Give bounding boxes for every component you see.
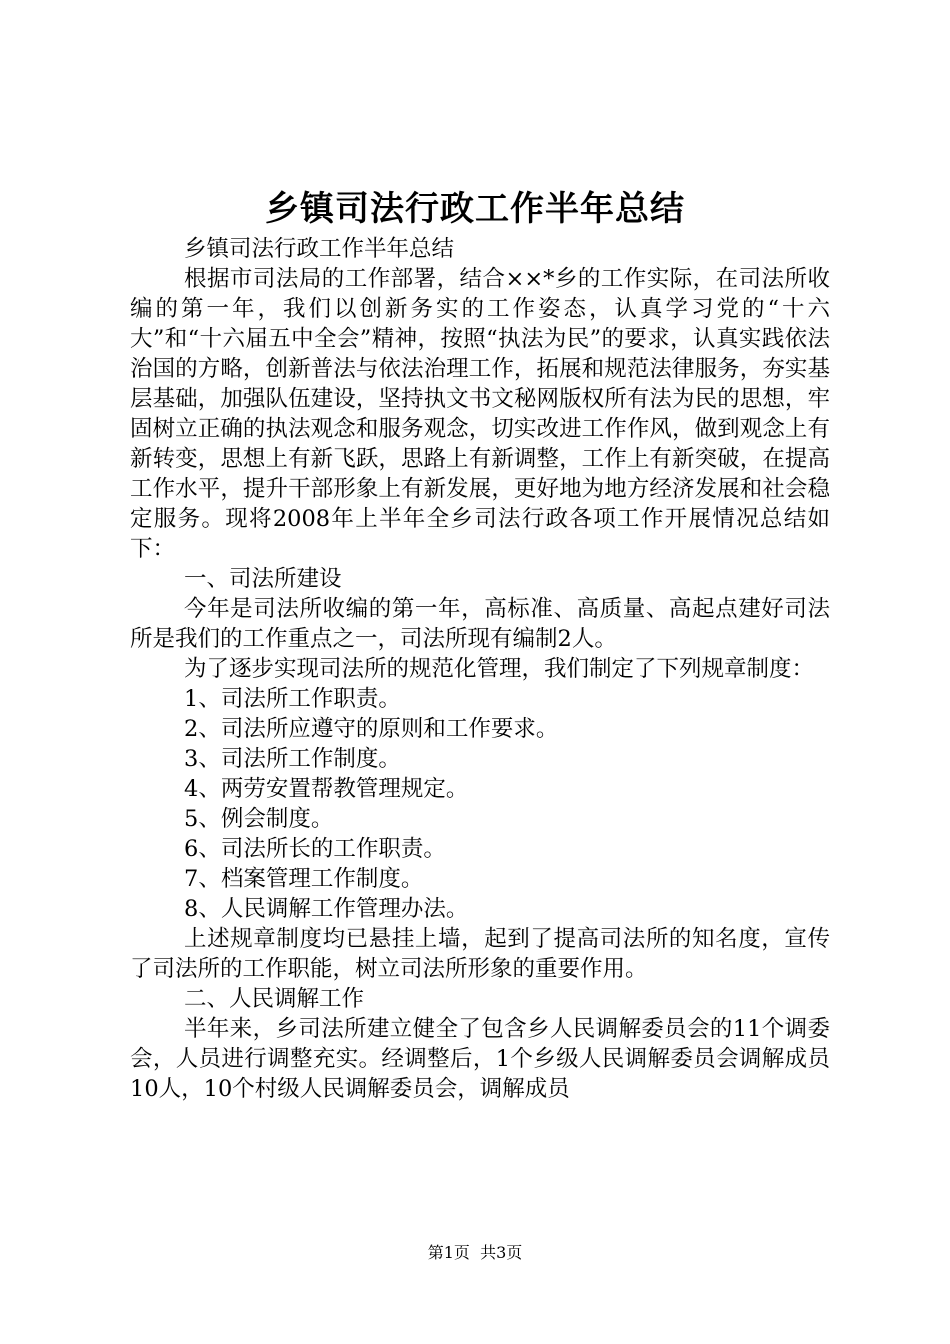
list-item: 8、人民调解工作管理办法。	[184, 896, 469, 922]
page-footer	[0, 1242, 950, 1264]
paragraph: 上述规章制度均已悬挂上墙，起到了提高司法所的知名度，宣传了司法所的工作职能，树立司法所形象的重要作用。	[130, 926, 830, 982]
list-item: 7、档案管理工作制度。	[184, 866, 424, 892]
section-heading-1: 一、司法所建设	[184, 566, 342, 592]
list-item: 1、司法所工作职责。	[184, 686, 401, 712]
document-title: 乡镇司法行政工作半年总结	[265, 189, 685, 229]
list-item: 3、司法所工作制度。	[184, 746, 401, 772]
page-total: 共3页	[480, 1243, 523, 1262]
document-body	[130, 234, 830, 1104]
paragraph: 今年是司法所收编的第一年，高标准、高质量、高起点建好司法所是我们的工作重点之一，司法所现有编制2人。	[130, 596, 830, 652]
paragraph: 半年来，乡司法所建立健全了包含乡人民调解委员会的11个调委会，人员进行调整充实。经调整后，1个乡级人民调解委员会调解成员10人，10个村级人民调解委员会，调解成员	[130, 1016, 830, 1102]
list-item: 6、司法所长的工作职责。	[184, 836, 446, 862]
list-item: 5、例会制度。	[184, 806, 334, 832]
paragraph-subtitle: 乡镇司法行政工作半年总结	[184, 236, 455, 262]
list-item: 4、两劳安置帮教管理规定。	[184, 776, 469, 802]
paragraph: 为了逐步实现司法所的规范化管理，我们制定了下列规章制度：	[184, 656, 815, 682]
footer-separator	[470, 1243, 480, 1262]
section-heading-2: 二、人民调解工作	[184, 986, 365, 1012]
list-item: 2、司法所应遵守的原则和工作要求。	[184, 716, 559, 742]
paragraph-intro: 根据市司法局的工作部署，结合××*乡的工作实际，在司法所收编的第一年，我们以创新务实的工作姿态，认真学习党的“十六大”和“十六届五中全会”精神，按照“执法为民”的要求，认真实践依法治国的方略，创新普法与依法治理工作，拓展和规范法律服务，夯实基层基础，加强队伍建设，坚持执文书文秘网版权所有法为民的思想，牢固树立正确的执法观念和服务观念，切实改进工作作风，做到观念上有新转变，思想上有新飞跃，思路上有新调整，工作上有新突破，在提高工作水平，提升干部形象上有新发展，更好地为地方经济发展和社会稳定服务。现将2008年上半年全乡司法行政各项工作开展情况总结如下：	[130, 266, 830, 562]
page-number: 第1页	[427, 1243, 470, 1262]
